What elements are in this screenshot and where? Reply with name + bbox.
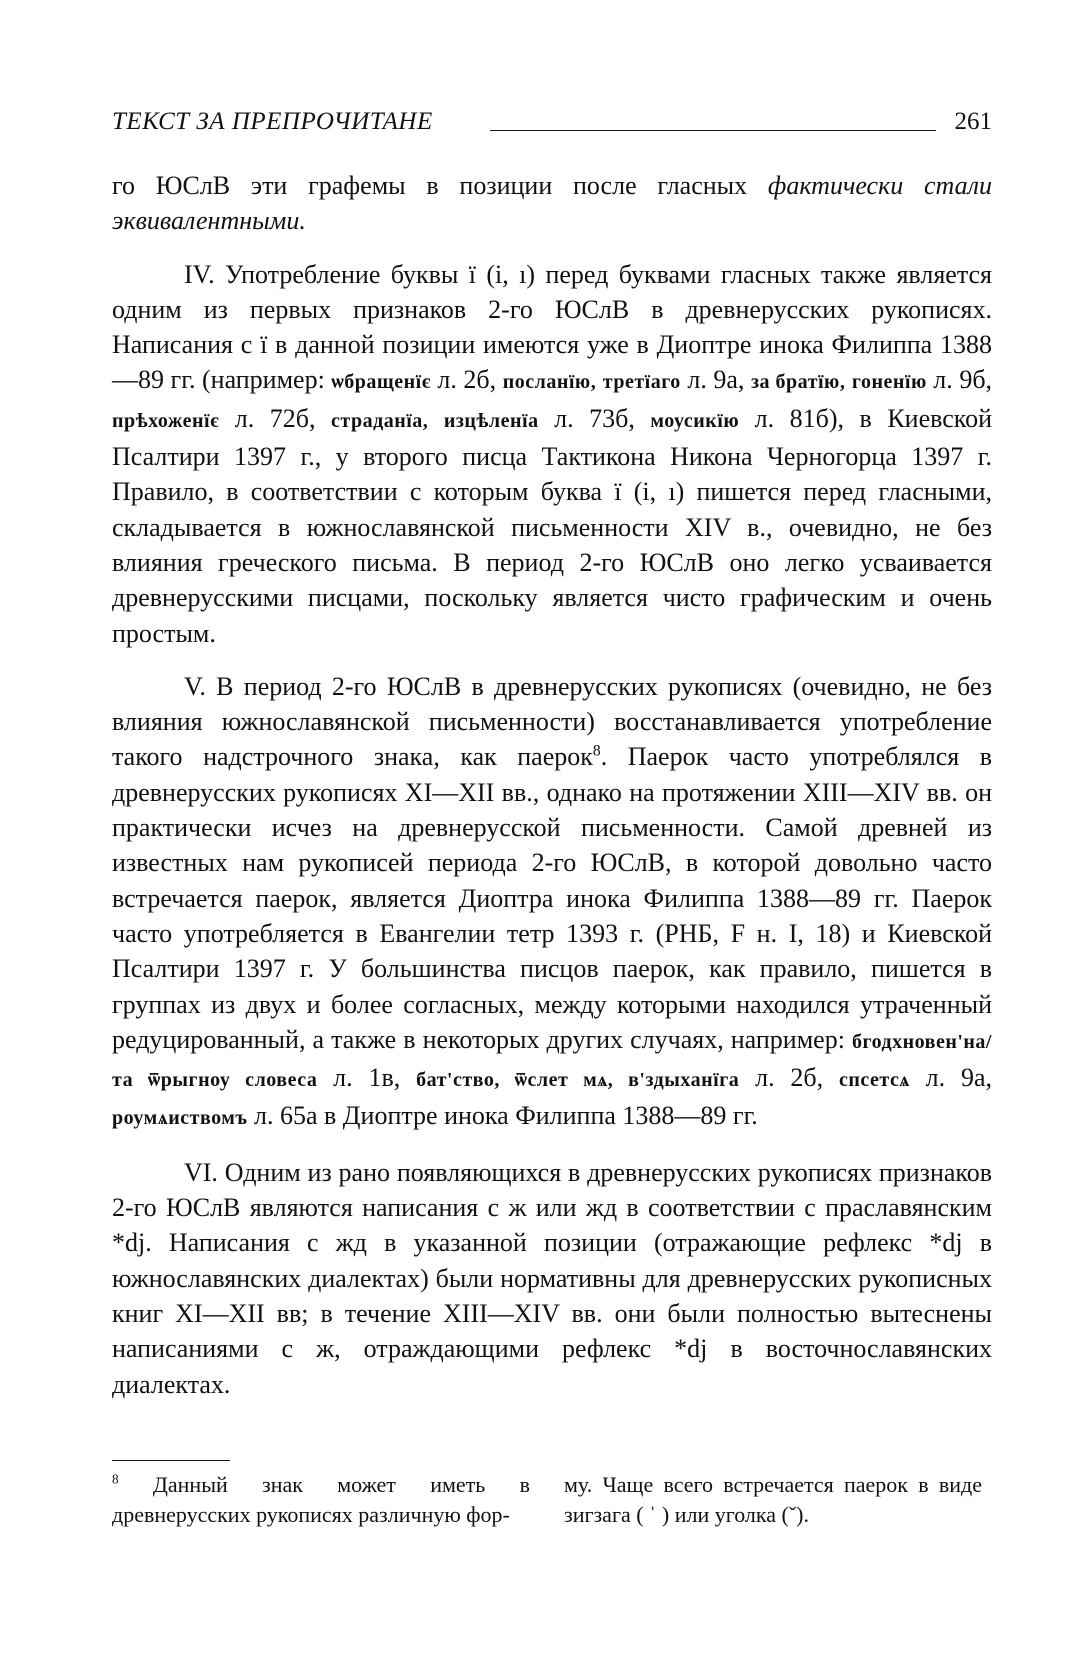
running-title: ТЕКСТ ЗА ПРЕПРОЧИТАНЕ — [112, 108, 433, 135]
slavonic-word: та ѿрыгноу словеса — [112, 1069, 318, 1092]
page-header — [112, 100, 992, 140]
slavonic-word: бат'ство, ѿслет мѧ, в'здыханїга — [416, 1069, 740, 1092]
slavonic-word: роумѧиствомъ — [112, 1107, 248, 1130]
slavonic-word: ѡбращенїє — [331, 371, 431, 394]
slavonic-word: моусикїю — [650, 409, 740, 432]
footnote-column-left — [112, 1470, 530, 1530]
paragraph-v: V. В период 2-го ЮСлВ в древнерусских рукописях (очевидно, не без влияния южнославянской письменности) восстанавливается употребление такого надстрочного знака, как паерок$^8$. Паерок часто употреблялся в древнерусских рукописях XI—XII вв., однако на протяжении XIII—XIV вв. он практически исчез на древнерусской письменности. Самой древней из известных нам рукописей периода 2-го ЮСлВ, в которой довольно часто встречается паерок, является Диоптра инока Филиппа 1388—89 гг. Паерок часто употребляется в Евангелии тетр 1393 г. (РНБ, F н. I, 18) и Киевской Псалтири 1397 г. У большинства писцов паерок, как правило, пишется в группах из двух и более согласных, между которыми находился утраченный редуцированный, а также в некоторых других случаях, например: бгодхновен'на/ та ѿрыгноу словеса л. 1в, бат'ство, ѿслет мѧ, в'здыханїга л. 2б, спсетсѧ л. 9а, роумѧиствомъ л. 65а в Диоптре инока Филиппа 1388—89 гг. — [112, 671, 993, 1131]
slavonic-word: бгодхновен'на/ — [852, 1030, 992, 1053]
slavonic-word: изцѣленїа — [443, 409, 539, 432]
footnote-ref: 8 — [592, 742, 601, 760]
paragraph-continuation: го ЮСлВ эти графемы в позиции после гласных фактически стали эквивалентными. — [112, 171, 992, 236]
paragraph-iv: IV. Употребление буквы ї (i, ı) перед буквами гласных также является одним из первых признаков 2-го ЮСлВ в древнерусских рукописях. Написания с ї в данной позиции имеются уже в Диоптре инока Филиппа 1388—89 гг. (например: ѡбращенїє л. 2б, посланїю, третїаго л. 9а, за братїю, гоненїю л. 9б, прѣхоженїє л. 72б, страданїа, изцѣленїа л. 73б, моусикїю л. 81б), в Киевской Псалтири 1397 г., у второго писца Тактикона Никона Черногорца 1397 г. Правило, в соответствии с которым буква ї (i, ı) пишется перед гласными, складывается в южнославянской письменности XIV в., очевидно, не без влияния греческого письма. В период 2-го ЮСлВ оно легко усваивается древнерусскими писцами, поскольку является чисто графическим и очень простым. — [112, 259, 993, 648]
footnote-text-left: Данный знак может иметь в древнерусских рукописях различную фор- — [112, 1472, 530, 1527]
slavonic-word: посланїю, — [502, 371, 597, 394]
header-rule — [490, 130, 936, 131]
paragraph-vi: VI. Одним из рано появляющихся в древнерусских рукописях признаков 2-го ЮСлВ являются написания с ж или жд в соответствии с праславянским *dj. Написания с жд в указанной позиции (отражающие рефлекс *dj в южнославянских диалектах) были нормативны для древнерусских рукописных книг XI—XII вв; в течение XIII—XIV вв. они были полностью вытеснены написаниями с ж, отраждающими рефлекс *dj в восточнославянских диалектах. — [112, 1157, 992, 1399]
slavonic-word: страданїа, — [331, 409, 429, 432]
slavonic-word: прѣхоженїє — [112, 409, 220, 432]
footnote-column-right — [564, 1470, 982, 1530]
slavonic-word: третїаго — [602, 371, 681, 394]
main-text — [112, 168, 992, 1402]
slavonic-word: спсетсѧ — [838, 1069, 910, 1092]
page-number: 261 — [954, 108, 992, 135]
slavonic-word: за братїю, — [750, 371, 846, 394]
emphasis: фактически стали эквивалентными. — [112, 171, 992, 236]
footnote-marker: 8 — [112, 1471, 119, 1487]
footnote-text-right: му. Чаще всего встречается паерок в виде зигзага ( ˈ ) или уголка (ˇ). — [564, 1472, 982, 1527]
footnote-rule — [112, 1460, 230, 1461]
slavonic-word: гоненїю — [851, 371, 927, 394]
